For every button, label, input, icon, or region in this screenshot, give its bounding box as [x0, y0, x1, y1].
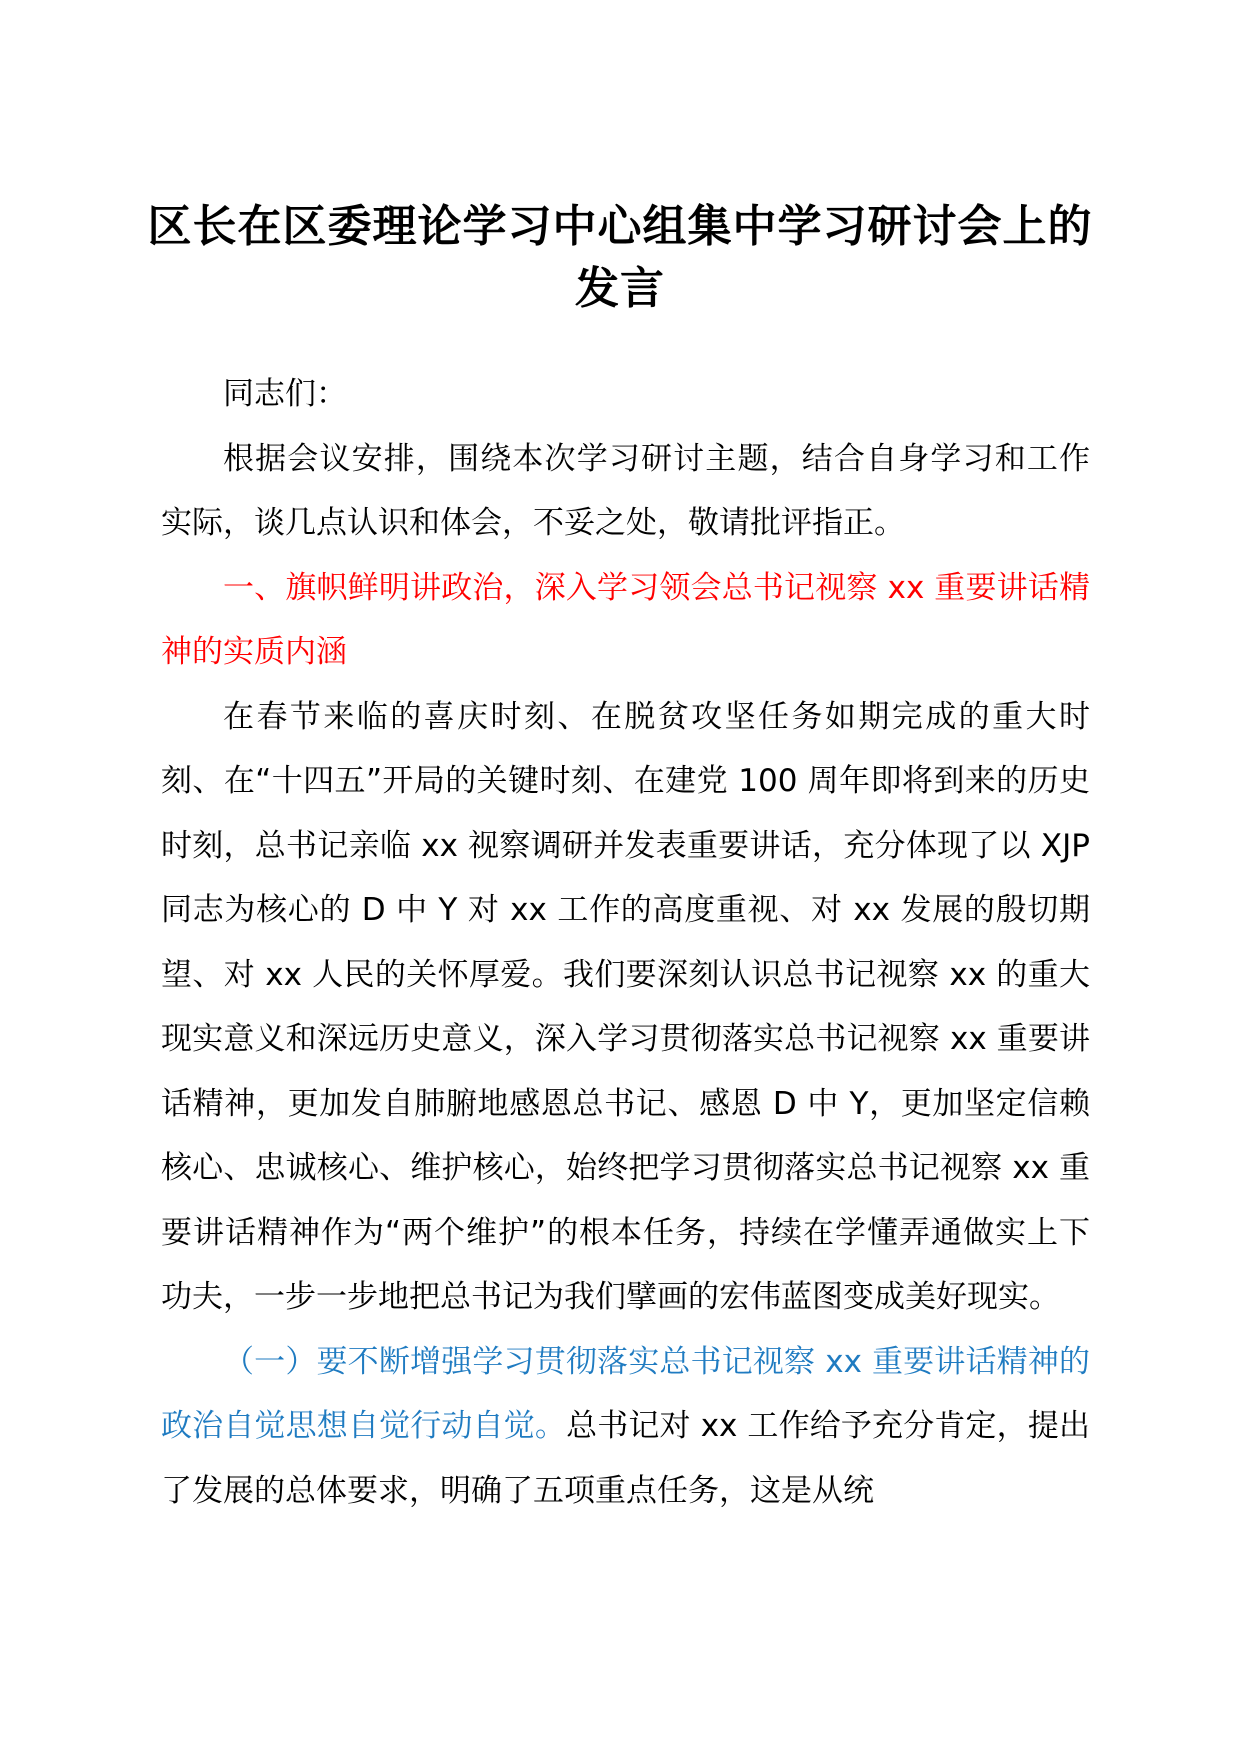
body-paragraph-2-text: 总书记对 xx 工作给予充分肯定，提出了发展的总体要求，明确了五项重点任务，这是从统 [161, 1408, 1090, 1509]
document-title: 区长在区委理论学习中心组集中学习研讨会上的发言 [147, 201, 1093, 314]
body-paragraph-1: 在春节来临的喜庆时刻、在脱贫攻坚任务如期完成的重大时刻、在“十四五”开局的关键时刻、在建党 100 周年即将到来的历史时刻，总书记亲临 xx 视察调研并发表重要讲话，充分体现了以 XJP 同志为核心的 D 中 Y 对 xx 工作的高度重视、对 xx 发展的殷切期望、对 xx 人民的关怀厚爱。我们要深刻认识总书记视察 xx 的重大现实意义和深远历史意义，深入学习贯彻落实总书记视察 xx 重要讲话精神，更加发自肺腑地感恩总书记、感恩 D 中 Y，更加坚定信赖核心、忠诚核心、维护核心，始终把学习贯彻落实总书记视察 xx 重要讲话精神作为“两个维护”的根本任务，持续在学懂弄通做实上下功夫，一步一步地把总书记为我们擘画的宏伟蓝图变成美好现实。 [161, 698, 1090, 1315]
subsection-heading-1: （一）要不断增强学习贯彻落实总书记视察 xx 重要讲话精神的政治自觉思想自觉行动自觉。 [161, 1343, 1090, 1444]
body-paragraph-2 [161, 1330, 1090, 1524]
intro-paragraph: 根据会议安排，围绕本次学习研讨主题，结合自身学习和工作实际，谈几点认识和体会，不妥之处，敬请批评指正。 [161, 440, 1090, 541]
salutation: 同志们： [223, 376, 347, 412]
section-heading-1: 一、旗帜鲜明讲政治，深入学习领会总书记视察 xx 重要讲话精神的实质内涵 [161, 569, 1090, 670]
document-body [161, 362, 1090, 1523]
